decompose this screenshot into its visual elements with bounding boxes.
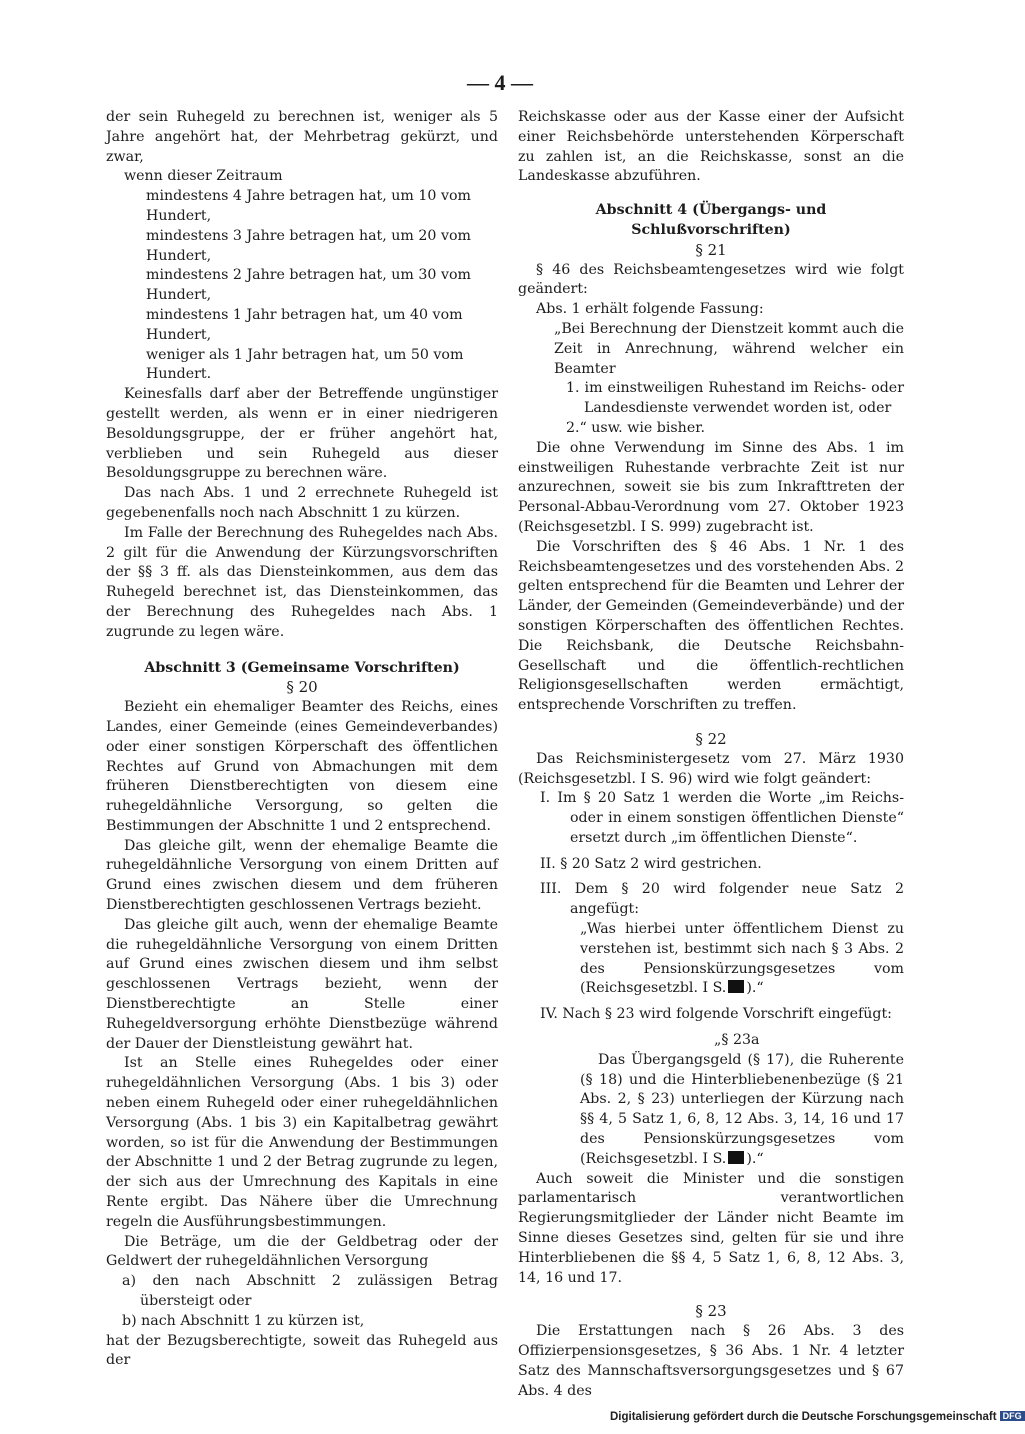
paragraph-number: § 23 — [695, 1302, 727, 1321]
reduction-schedule — [106, 187, 498, 385]
paragraph: Reichskasse oder aus der Kasse einer der Aufsicht einer Reichsbehörde unterstehenden Körperschaft zu zahlen ist, an die Reichskasse, sonst an die Landeskasse abzuführen. — [518, 109, 904, 185]
paragraph: Im Falle der Berechnung des Ruhegeldes nach Abs. 2 gilt für die Anwendung der Kürzungsvorschriften der §§ 3 ff. als das Diensteinkommen, aus dem das Ruhegeld berechnet ist, das Diensteinkommen, das der Berechnung des Ruhegeldes nach Abs. 1 zugrunde zu legen wäre. — [106, 524, 498, 640]
paragraph: Die Beträge, um die der Geldbetrag oder der Geldwert der ruhegeldähnlichen Versorgung — [106, 1233, 498, 1270]
schedule-text: mindestens 2 Jahre betragen hat, um 30 vom — [146, 267, 471, 284]
paragraph: Das nach Abs. 1 und 2 errechnete Ruhegeld ist gegebenenfalls noch nach Abschnitt 1 zu kürzen. — [106, 485, 498, 521]
section-heading: Abschnitt 3 (Gemeinsame Vorschriften) — [144, 659, 460, 676]
quoted-text-end: ).“ — [746, 1150, 764, 1167]
quoted-text — [518, 1051, 904, 1170]
list-item: II. § 20 Satz 2 wird gestrichen. — [540, 855, 762, 872]
paragraph: wenn dieser Zeitraum — [124, 168, 283, 185]
quoted-heading: „§ 23a — [714, 1032, 760, 1049]
quoted-text-body: „Was hierbei unter öffentlichem Dienst zu verstehen ist, bestimmt sich nach § 3 Abs. 2 des Pensionskürzungsgesetzes vom (Reichsgesetzbl. I S. — [580, 921, 904, 997]
list-item: 1. im einstweiligen Ruhestand im Reichs- oder Landesdienste verwendet worden ist, oder — [566, 380, 904, 417]
schedule-text: mindestens 4 Jahre betragen hat, um 10 vom — [146, 188, 471, 205]
credit-text: Digitalisierung gefördert durch die Deutsche Forschungsgemeinschaft — [610, 1411, 997, 1423]
digitization-credit — [610, 1411, 1022, 1423]
schedule-unit: Hundert. — [146, 366, 212, 383]
schedule-unit: Hundert, — [146, 207, 212, 224]
schedule-text: weniger als 1 Jahr betragen hat, um 50 vom — [146, 346, 464, 363]
paragraph: hat der Bezugsberechtigte, soweit das Ruhegeld aus der — [106, 1332, 498, 1369]
schedule-unit: Hundert, — [146, 247, 212, 264]
list-item: III. Dem § 20 wird folgender neue Satz 2 angefügt: — [540, 881, 904, 918]
redacted-block — [728, 1151, 744, 1164]
quoted-text — [518, 920, 904, 999]
redacted-block — [728, 980, 744, 993]
schedule-unit: Hundert, — [146, 326, 212, 343]
schedule-unit: Hundert, — [146, 287, 212, 304]
list-item: a) den nach Abschnitt 2 zulässigen Betrag übersteigt oder — [122, 1273, 498, 1310]
schedule-text: mindestens 3 Jahre betragen hat, um 20 vom — [146, 227, 471, 244]
schedule-text: mindestens 1 Jahr betragen hat, um 40 vom — [146, 306, 463, 323]
paragraph: Die Erstattungen nach § 26 Abs. 3 des Offizierpensionsgesetzes, § 36 Abs. 1 Nr. 4 letzter Satz des Mannschaftsversorgungsgesetzes und § 67 Abs. 4 des — [518, 1323, 904, 1399]
schedule-row — [106, 187, 498, 227]
paragraph-number: § 20 — [286, 678, 318, 697]
quoted-text: „Bei Berechnung der Dienstzeit kommt auch die Zeit in Anrechnung, während welcher ein Beamter — [554, 320, 904, 377]
list-item: I. Im § 20 Satz 1 werden die Worte „im Reichs- oder in einem sonstigen öffentlichen Dienste“ ersetzt durch „im öffentlichen Dienste“. — [540, 790, 904, 846]
list-item: 2.“ usw. wie bisher. — [566, 419, 705, 436]
paragraph-number: § 22 — [695, 729, 727, 748]
schedule-row — [106, 306, 498, 346]
paragraph: Das Reichsministergesetz vom 27. März 1930 (Reichsgesetzbl. I S. 96) wird wie folgt geändert: — [518, 750, 904, 787]
paragraph: der sein Ruhegeld zu berechnen ist, weniger als 5 Jahre angehört hat, der Mehrbetrag gekürzt, und zwar, — [106, 109, 498, 165]
paragraph: Bezieht ein ehemaliger Beamter des Reichs, eines Landes, einer Gemeinde (eines Gemeindeverbandes) oder einer sonstigen Körperschaft des öffentlichen Rechtes auf Grund von Abmachungen mit dem früheren Dienstberechtigten von diesem eine ruhegeldähnliche Versorgung, so gelten die Bestimmungen der Abschnitte 1 und 2 entsprechend. — [106, 699, 498, 834]
section-heading: Abschnitt 4 (Übergangs- und Schlußvorschriften) — [595, 202, 827, 238]
paragraph: Keinesfalls darf aber der Betreffende ungünstiger gestellt werden, als wenn er in einer niedrigeren Besoldungsgruppe, der er früher angehört hat, verblieben und sein Ruhegeld aus dieser Besoldungsgruppe zu berechnen wäre. — [106, 386, 498, 482]
right-column — [518, 108, 904, 1401]
paragraph: Ist an Stelle eines Ruhegeldes oder einer ruhegeldähnlichen Versorgung (Abs. 1 bis 3) oder neben einem Ruhegeld oder einer ruhegeldähnlichen Versorgung (Abs. 1 bis 3) ein Kapitalbetrag gewährt worden, so ist für die Anwendung der Bestimmungen der Abschnitte 1 und 2 der Betrag zugrunde zu legen, der sich aus der Umrechnung des Kapitals in eine Rente ergibt. Das Nähere über die Umrechnung regeln die Ausführungsbestimmungen. — [106, 1055, 498, 1230]
paragraph: Abs. 1 erhält folgende Fassung: — [536, 301, 764, 318]
schedule-row — [106, 266, 498, 306]
schedule-row — [106, 346, 498, 386]
paragraph: Die ohne Verwendung im Sinne des Abs. 1 im einstweiligen Ruhestande verbrachte Zeit ist nur anzurechnen, soweit sie bis zum Inkrafttreten der Personal-Abbau-Verordnung vom 27. Oktober 1923 (Reichsgesetzbl. I S. 999) zugebracht ist. — [518, 439, 904, 535]
paragraph: Das gleiche gilt auch, wenn der ehemalige Beamte die ruhegeldähnliche Versorgung von einem Dritten auf Grund eines zwischen diesem und ihm selbst geschlossenen Vertrags bezieht, wenn der Dienstberechtigte an Stelle einer Ruhegeldversorgung erhöhte Dienstbezüge während der Dauer der Dienstleistung gewährt hat. — [106, 916, 498, 1052]
paragraph-number: § 21 — [695, 240, 727, 259]
list-item: b) nach Abschnitt 1 zu kürzen ist, — [122, 1312, 365, 1329]
list-item: IV. Nach § 23 wird folgende Vorschrift eingefügt: — [540, 1006, 892, 1023]
page-number: — 4 — — [467, 70, 533, 95]
left-column — [106, 108, 498, 1371]
paragraph: Die Vorschriften des § 46 Abs. 1 Nr. 1 des Reichsbeamtengesetzes und des vorstehenden Abs. 2 gelten entsprechend für die Beamten und Lehrer der Länder, der Gemeinden (Gemeindeverbände) und der sonstigen Körperschaften des öffentlichen Rechtes. Die Reichsbank, die Deutsche Reichsbahn-Gesellschaft und die öffentlich-rechtlichen Religionsgesellschaften werden ermächtigt, entsprechende Vorschriften zu treffen. — [518, 538, 904, 714]
paragraph: Das gleiche gilt, wenn der ehemalige Beamte die ruhegeldähnliche Versorgung von einem Dritten auf Grund eines zwischen diesem und dem früheren Dienstberechtigten geschlossenen Vertrags bezieht. — [106, 837, 498, 914]
schedule-row — [106, 227, 498, 267]
quoted-text-body: Das Übergangsgeld (§ 17), die Ruherente (§ 18) und die Hinterbliebenenbezüge (§ 21 Abs. 2, § 23) unterliegen der Kürzung nach §§ 4, 5 Satz 1, 6, 8, 12 Abs. 3, 14, 16 und 17 des Pensionskürzungsgesetzes vom (Reichsgesetzbl. I S. — [580, 1051, 904, 1167]
paragraph: § 46 des Reichsbeamtengesetzes wird wie folgt geändert: — [518, 261, 904, 298]
dfg-logo: DFG — [1000, 1411, 1025, 1421]
quoted-text-end: ).“ — [746, 980, 764, 997]
paragraph: Auch soweit die Minister und die sonstigen parlamentarisch verantwortlichen Regierungsmitglieder der Länder nicht Beamte im Sinne dieses Gesetzes sind, gelten für sie und ihre Hinterbliebenen die §§ 4, 5 Satz 1, 6, 8, 12 Abs. 3, 14, 16 und 17. — [518, 1170, 904, 1286]
